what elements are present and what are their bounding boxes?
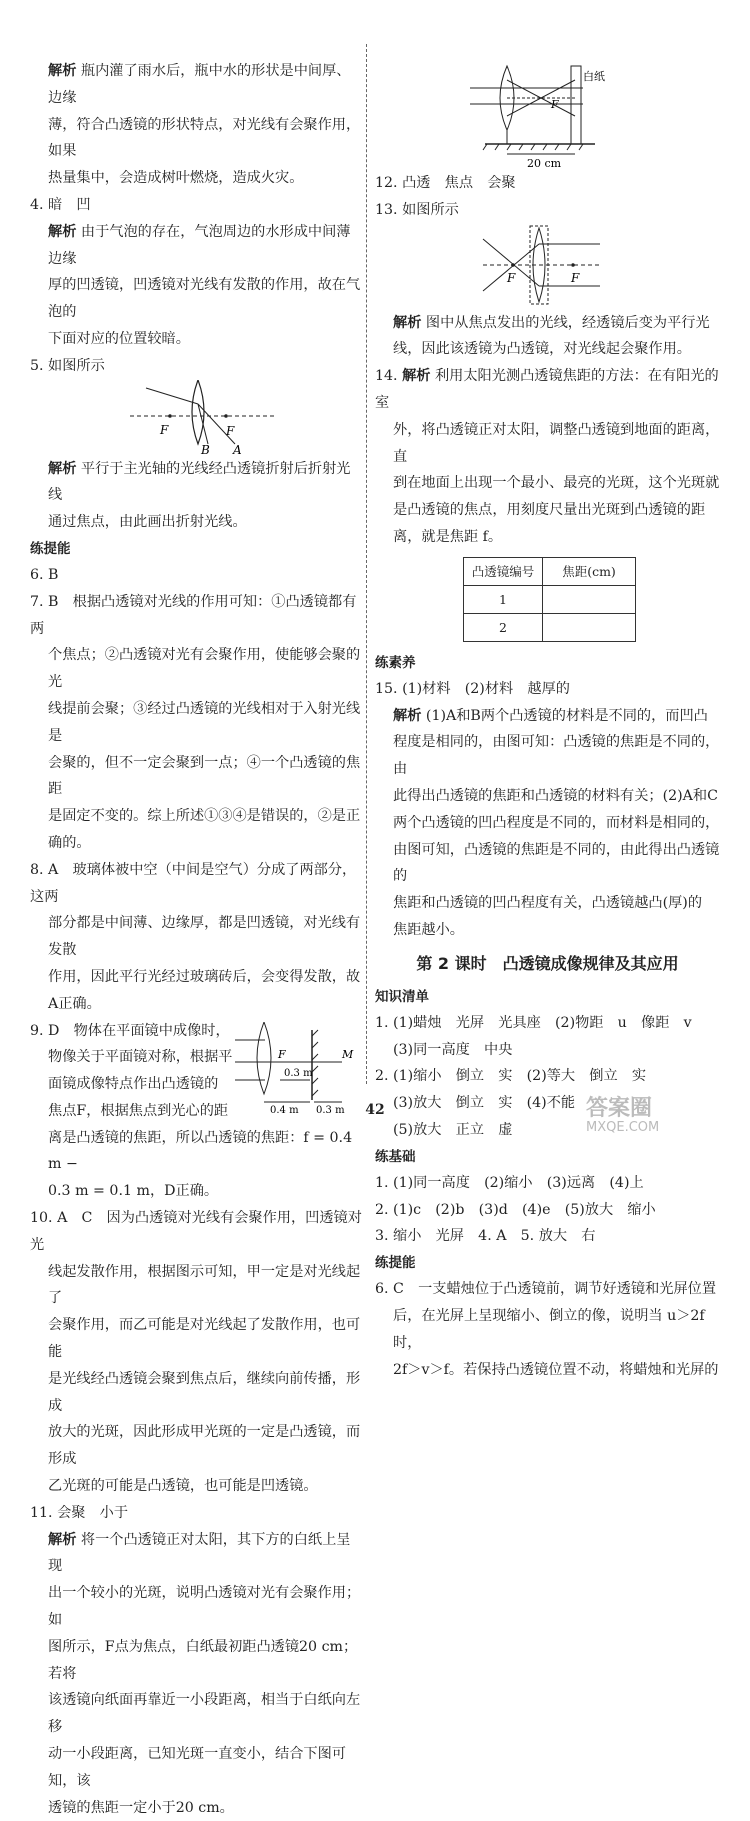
text-line: 两个凸透镜的凹凸程度是不同的，而材料是相同的， [393, 814, 720, 831]
label-B: B [201, 442, 210, 456]
ground-hatch [483, 144, 487, 150]
figure-5-convex-lens-diagram [30, 380, 360, 456]
answer-8: 8. A 玻璃体被中空（中间是空气）分成了两部分，这两 [30, 861, 357, 905]
mirror-hatch [312, 1042, 318, 1048]
table-cell: 2 [464, 613, 543, 641]
label-F: F [278, 1047, 286, 1061]
answer-13: 13. 如图所示 [375, 201, 459, 218]
watermark-logo [580, 1085, 740, 1135]
text-line: 会聚作用，而乙可能是对光线起了发散作用，也可能 [48, 1317, 361, 1361]
answer-9: 9. D 物体在平面镜中成像时， [30, 1022, 230, 1039]
analysis-line: 解析 由于气泡的存在，气泡周边的水形成中间薄边缘 [48, 223, 351, 267]
column-divider [366, 44, 367, 1084]
label-paper: 白纸 [583, 70, 605, 83]
focal-length-table [463, 557, 636, 642]
mirror-hatch [312, 1030, 318, 1036]
table-cell [543, 613, 636, 641]
text-line: 此得出凸透镜的焦距和凸透镜的材料有关；(2)A和C [393, 787, 718, 804]
lesson-title: 第 2 课时 凸透镜成像规律及其应用 [416, 953, 679, 973]
text-line: 会聚的，但不一定会聚到一点；④一个凸透镜的焦距 [48, 754, 361, 798]
section-heading: 练素养 [375, 654, 416, 671]
text-line: 作用，因此平行光经过玻璃砖后，会变得发散，故 [48, 968, 361, 985]
answer-5: 5. 如图所示 [30, 357, 105, 374]
text-line: 离是凸透镜的焦距，所以凸透镜的焦距：f = 0.4 m − [48, 1129, 353, 1173]
label-M: M [342, 1047, 354, 1061]
answer-4: 4. 暗 凹 [30, 196, 91, 213]
label-A: A [233, 442, 242, 456]
text-line: 是凸透镜的焦点，用刻度尺量出光斑到凸透镜的距 [393, 502, 706, 519]
text-line: A正确。 [48, 995, 101, 1012]
focus-point [168, 414, 172, 418]
svg-text:答案圈: 答案圈 [586, 1096, 653, 1121]
text-line: (3)同一高度 中央 [393, 1041, 513, 1058]
text-line: 薄，符合凸透镜的形状特点，对光线有会聚作用，如果 [48, 116, 361, 160]
white-paper [571, 66, 581, 144]
section-heading: 练基础 [375, 1148, 416, 1165]
text-line: 焦距越小。 [393, 921, 464, 938]
text-line: 焦点F，根据焦点到光心的距 [48, 1102, 229, 1119]
figure-9-lens-mirror-diagram [230, 1022, 355, 1114]
mirror-hatch [312, 1066, 318, 1072]
text-line: 线，因此该透镜为凸透镜，对光线起会聚作用。 [393, 341, 691, 358]
text-line: 通过焦点，由此画出折射光线。 [48, 514, 247, 531]
mirror-hatch [312, 1054, 318, 1060]
section-heading: 练提能 [30, 540, 71, 557]
text-line: 图所示，F点为焦点，白纸最初距凸透镜20 cm；若将 [48, 1638, 358, 1682]
mirror-hatch [312, 1078, 318, 1084]
table-cell: 1 [464, 585, 543, 613]
text-line: 面镜成像特点作出凸透镜的 [48, 1076, 219, 1093]
ground-hatch [555, 144, 559, 150]
incident-ray [146, 388, 198, 404]
table-cell [543, 585, 636, 613]
dim-label: 0.4 m [270, 1104, 299, 1114]
text-line: 热量集中，会造成树叶燃烧，造成火灾。 [48, 170, 304, 187]
text-line: 程度是相同的，由图可知：凸透镜的焦距是不同的，由 [393, 734, 720, 778]
ground-hatch [567, 144, 571, 150]
table-row [464, 585, 636, 613]
ground-hatch [507, 144, 511, 150]
ground-hatch [519, 144, 523, 150]
text-line: 出一个较小的光斑，说明凸透镜对光有会聚作用；如 [48, 1585, 361, 1629]
list-item: 2. (1)c (2)b (3)d (4)e (5)放大 缩小 [375, 1201, 656, 1218]
text-line: 焦距和凸透镜的凹凸程度有关，凸透镜越凸(厚)的 [393, 895, 703, 912]
dim-label: 20 cm [527, 157, 562, 170]
text-line: 厚的凹透镜，凹透镜对光线有发散的作用，故在气泡的 [48, 277, 361, 321]
label-F-right: F [571, 270, 580, 285]
label-F: F [551, 98, 559, 111]
table-header: 焦距(cm) [543, 557, 636, 585]
text-line: 由图可知，凸透镜的焦距是不同的，由此得出凸透镜的 [393, 841, 720, 885]
answer-10: 10. A C 因为凸透镜对光线有会聚作用，凹透镜对光 [30, 1210, 362, 1253]
focus-point [224, 414, 228, 418]
ground-hatch [495, 144, 499, 150]
text-line: 线提前会聚；③经过凸透镜的光线相对于入射光线是 [48, 700, 361, 744]
text-line: (3)放大 倒立 实 (4)不能 [393, 1095, 576, 1112]
dim-label: 0.3 m [316, 1104, 345, 1114]
text-line: 到在地面上出现一个最小、最亮的光斑，这个光斑就 [393, 475, 720, 492]
analysis-line: 解析 瓶内灌了雨水后，瓶中水的形状是中间厚、边缘 [48, 63, 351, 106]
label-F-right: F [226, 423, 235, 438]
figure-11-lens-paper-diagram [375, 52, 720, 170]
table-header-row [464, 557, 636, 585]
text-line: 乙光斑的可能是凸透镜，也可能是凹透镜。 [48, 1478, 318, 1495]
answer-14: 14. 解析 利用太阳光测凸透镜焦距的方法：在有阳光的室 [375, 368, 719, 411]
analysis-line: 解析 (1)A和B两个凸透镜的材料是不同的，而凹凸 [393, 707, 708, 724]
text-line: 动一小段距离，已知光斑一直变小，结合下图可知，该 [48, 1746, 346, 1789]
list-item: 2. (1)缩小 倒立 实 (2)等大 倒立 实 [375, 1068, 647, 1085]
analysis-line: 解析 图中从焦点发出的光线，经透镜后变为平行光 [393, 314, 710, 331]
ground-hatch [543, 144, 547, 150]
text-line: 放大的光斑，因此形成甲光斑的一定是凸透镜，而形成 [48, 1424, 361, 1468]
page-number: 42 [365, 1102, 385, 1118]
section-heading: 知识清单 [375, 988, 429, 1005]
answer-6: 6. B [30, 566, 59, 583]
right-column [375, 52, 720, 1383]
text-line: 0.3 m = 0.1 m，D正确。 [48, 1183, 219, 1200]
text-line: 后，在光屏上呈现缩小、倒立的像，说明当 u＞2f 时， [393, 1307, 705, 1351]
text-line: 是光线经凸透镜会聚到焦点后，继续向前传播，形成 [48, 1370, 361, 1414]
dim-label: 0.3 m [284, 1067, 313, 1079]
text-line: 下面对应的位置较暗。 [48, 330, 190, 347]
answer-11: 11. 会聚 小于 [30, 1504, 129, 1521]
list-item: 6. C 一支蜡烛位于凸透镜前，调节好透镜和光屏位置 [375, 1281, 717, 1298]
analysis-line: 解析 平行于主光轴的光线经凸透镜折射后折射光线 [48, 460, 351, 504]
list-item: 1. (1)蜡烛 光屏 光具座 (2)物距 u 像距 v [375, 1014, 692, 1031]
text-line: 部分都是中间薄、边缘厚，都是凹透镜，对光线有发散 [48, 915, 361, 959]
focus-point [571, 263, 575, 267]
focus-point [511, 263, 515, 267]
analysis-line: 解析 将一个凸透镜正对太阳，其下方的白纸上呈现 [48, 1531, 351, 1575]
text-line: 2f＞v＞f。若保持凸透镜位置不动，将蜡烛和光屏的 [393, 1361, 719, 1378]
answer-7: 7. B 根据凸透镜对光线的作用可知：①凸透镜都有两 [30, 593, 357, 637]
svg-text:MXQE.COM: MXQE.COM [586, 1120, 660, 1135]
section-heading: 练提能 [375, 1255, 416, 1272]
ground-hatch [531, 144, 535, 150]
mirror-hatch [312, 1090, 318, 1096]
text-line: 确的。 [48, 834, 91, 851]
left-column [30, 58, 362, 1821]
text-line: 外，将凸透镜正对太阳，调整凸透镜到地面的距离，直 [393, 421, 720, 465]
figure-13-convex-lens-diagram [375, 224, 720, 310]
text-line: 物像关于平面镜对称，根据平 [48, 1049, 233, 1066]
text-line: 个焦点；②凸透镜对光有会聚作用，使能够会聚的光 [48, 647, 361, 691]
text-line: 透镜的焦距一定小于20 cm。 [48, 1799, 234, 1816]
text-line: 线起发散作用，根据图示可知，甲一定是对光线起了 [48, 1263, 361, 1307]
text-line: 离，就是焦距 f。 [393, 528, 503, 545]
convex-lens [257, 1022, 271, 1094]
text-line: 该透镜向纸面再靠近一小段距离，相当于白纸向左移 [48, 1692, 361, 1736]
convex-lens [192, 380, 204, 444]
label-F-left: F [160, 422, 169, 437]
list-item: 3. 缩小 光屏 4. A 5. 放大 右 [375, 1228, 596, 1245]
text-line: (5)放大 正立 虚 [393, 1121, 513, 1138]
table-header: 凸透镜编号 [464, 557, 543, 585]
label-F-left: F [507, 270, 516, 285]
text-line: 是固定不变的。综上所述①③④是错误的，②是正 [48, 808, 361, 825]
ground-hatch [579, 144, 583, 150]
list-item: 1. (1)同一高度 (2)缩小 (3)远离 (4)上 [375, 1174, 644, 1191]
table-row [464, 613, 636, 641]
answer-12: 12. 凸透 焦点 会聚 [375, 175, 516, 191]
answer-15: 15. (1)材料 (2)材料 越厚的 [375, 680, 570, 697]
